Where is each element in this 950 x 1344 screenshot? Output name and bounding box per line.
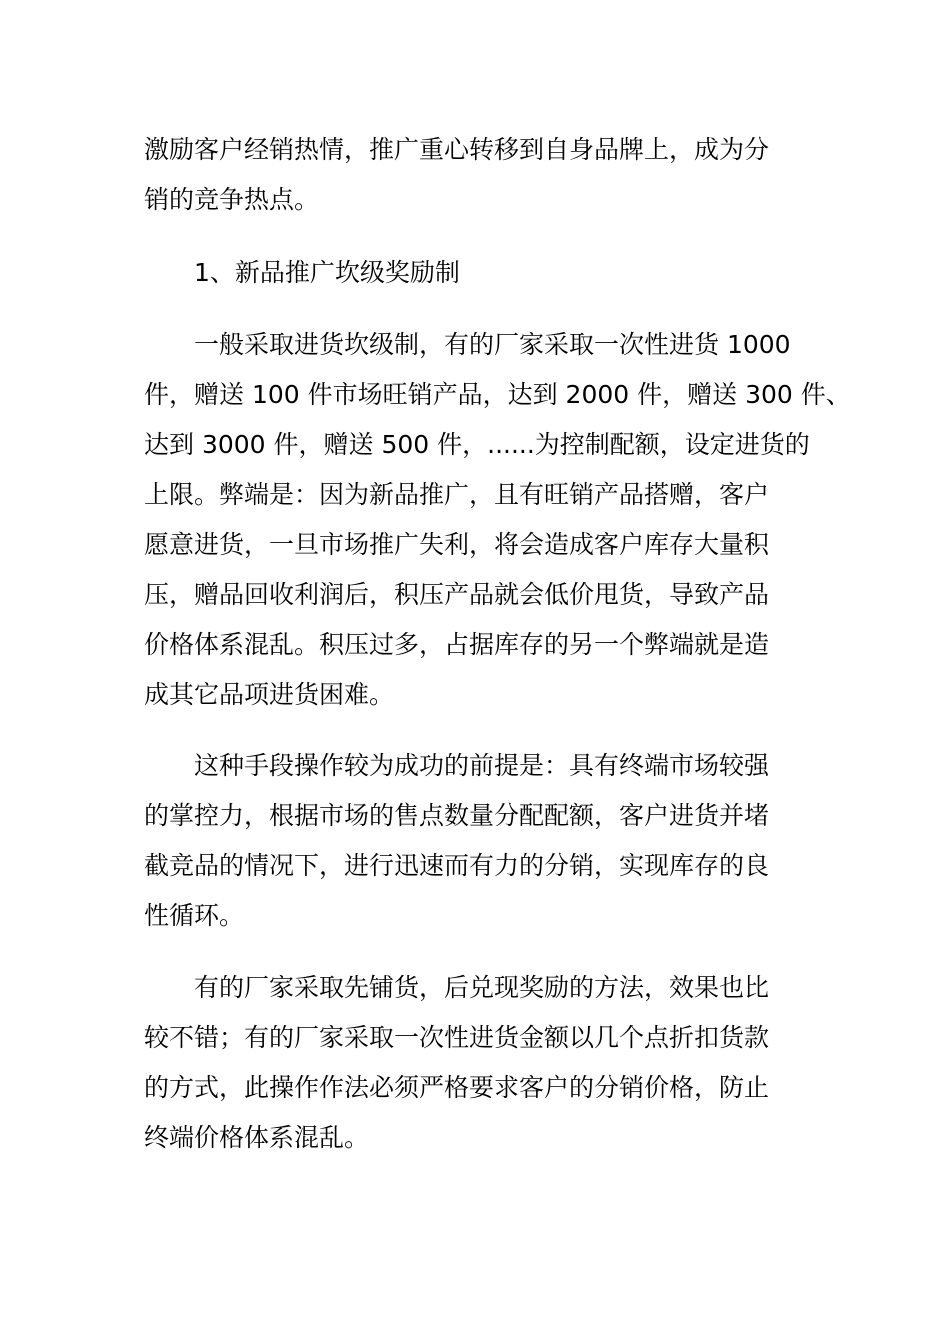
text-line: 压，赠品回收利润后，积压产品就会低价甩货，导致产品 bbox=[144, 580, 770, 609]
text-line: 愿意进货，一旦市场推广失利，将会造成客户库存大量积 bbox=[144, 530, 770, 559]
text-line: 的掌控力，根据市场的售点数量分配配额，客户进货并堵 bbox=[144, 801, 770, 830]
section-heading-block bbox=[144, 248, 824, 298]
text-line: 件，赠送 100 件市场旺销产品，达到 2000 件，赠送 300 件、 bbox=[144, 380, 851, 409]
text-line: 终端价格体系混乱。 bbox=[144, 1123, 370, 1152]
text-line: 销的竞争热点。 bbox=[144, 185, 320, 214]
section-heading: 1、新品推广坎级奖励制 bbox=[194, 258, 460, 287]
text-line: 性循环。 bbox=[144, 901, 245, 930]
text-line: 达到 3000 件，赠送 500 件，......为控制配额，设定进货的 bbox=[144, 430, 810, 459]
text-line: 较不错；有的厂家采取一次性进货金额以几个点折扣货款 bbox=[144, 1023, 770, 1052]
paragraph-2 bbox=[144, 741, 824, 941]
text-line: 一般采取进货坎级制，有的厂家采取一次性进货 1000 bbox=[194, 330, 791, 359]
paragraph-intro bbox=[144, 125, 824, 225]
paragraph-3 bbox=[144, 963, 824, 1163]
text-line: 激励客户经销热情，推广重心转移到自身品牌上，成为分 bbox=[144, 135, 770, 164]
text-line: 成其它品项进货困难。 bbox=[144, 680, 395, 709]
text-line: 截竞品的情况下，进行迅速而有力的分销，实现库存的良 bbox=[144, 851, 770, 880]
text-line: 价格体系混乱。积压过多，占据库存的另一个弊端就是造 bbox=[144, 630, 770, 659]
paragraph-1 bbox=[144, 320, 851, 720]
text-line: 这种手段操作较为成功的前提是：具有终端市场较强 bbox=[194, 751, 770, 780]
text-line: 的方式，此操作作法必须严格要求客户的分销价格，防止 bbox=[144, 1073, 770, 1102]
text-line: 上限。弊端是：因为新品推广，且有旺销产品搭赠，客户 bbox=[144, 480, 770, 509]
text-line: 有的厂家采取先铺货，后兑现奖励的方法，效果也比 bbox=[194, 973, 770, 1002]
